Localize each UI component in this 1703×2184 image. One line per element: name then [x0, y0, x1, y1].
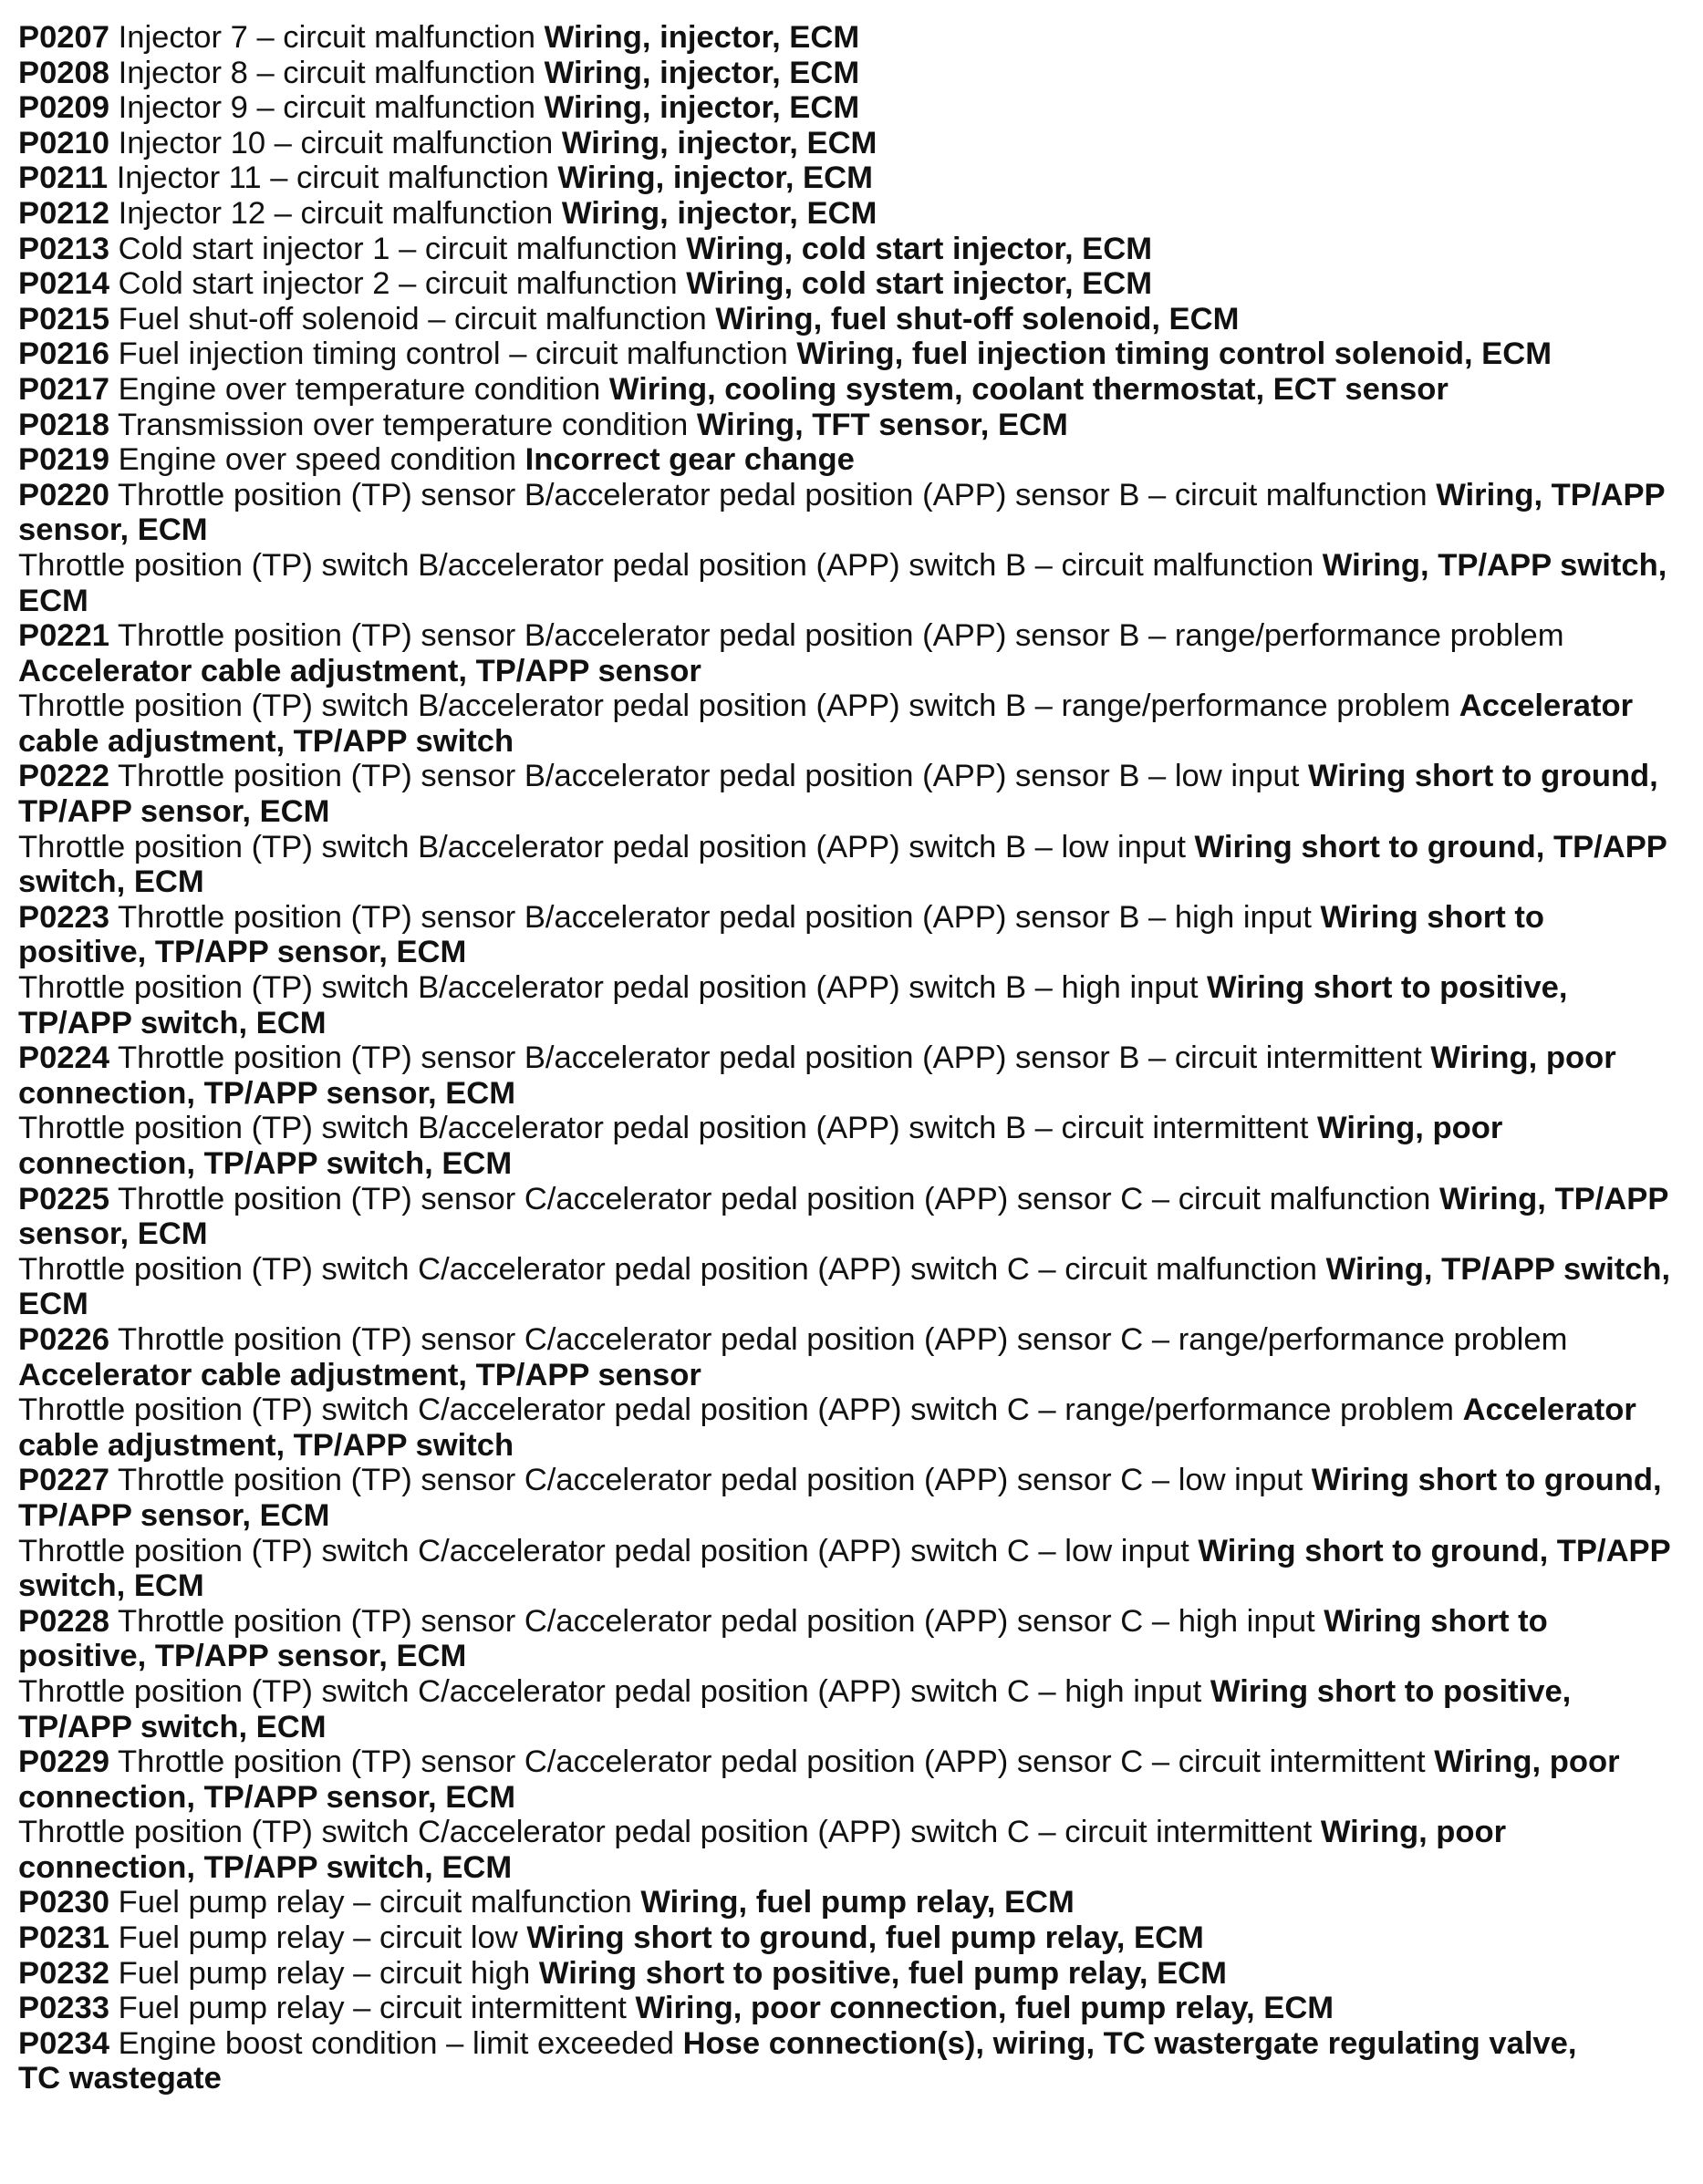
dtc-description: Injector 10 – circuit malfunction: [118, 125, 554, 160]
dtc-entry: [18, 1885, 1674, 1920]
dtc-code: P0219: [18, 442, 109, 478]
dtc-description: Fuel injection timing control – circuit malfunction: [118, 336, 788, 372]
dtc-description: Throttle position (TP) switch B/accelerator pedal position (APP) switch B – high input: [18, 970, 1199, 1006]
dtc-description: Throttle position (TP) sensor B/accelerator pedal position (APP) sensor B – circuit malfunction: [117, 477, 1428, 512]
dtc-code: P0229: [18, 1744, 109, 1780]
dtc-entry: [18, 1252, 1674, 1322]
dtc-entry: [18, 372, 1674, 408]
dtc-code: P0217: [18, 371, 109, 407]
dtc-cause: Wiring short to positive, fuel pump relay, ECM: [538, 1955, 1227, 1991]
dtc-description: Engine over speed condition: [118, 442, 516, 478]
dtc-code: P0218: [18, 407, 109, 442]
dtc-cause: Accelerator cable adjustment, TP/APP sensor: [18, 653, 701, 688]
dtc-code: P0211: [18, 160, 109, 196]
dtc-entry: [18, 1322, 1674, 1392]
dtc-description: Fuel pump relay – circuit high: [118, 1955, 531, 1991]
dtc-entry: [18, 900, 1674, 970]
dtc-description: Throttle position (TP) switch B/accelerator pedal position (APP) switch B – range/performance problem: [18, 688, 1451, 724]
dtc-code: P0220: [18, 477, 109, 512]
dtc-code: P0215: [18, 301, 109, 336]
dtc-entry: [18, 196, 1674, 232]
dtc-cause: Accelerator cable adjustment, TP/APP switch: [18, 688, 1634, 759]
dtc-cause: Accelerator cable adjustment, TP/APP sensor: [18, 1357, 701, 1392]
dtc-code: P0207: [18, 20, 109, 55]
dtc-cause: Wiring short to ground, TP/APP sensor, ECM: [18, 759, 1658, 830]
dtc-code: P0216: [18, 336, 109, 372]
dtc-cause: Wiring, TP/APP sensor, ECM: [18, 477, 1665, 548]
dtc-entry: [18, 830, 1674, 900]
dtc-entry: [18, 232, 1674, 267]
dtc-description: Throttle position (TP) switch C/accelerator pedal position (APP) switch C – low input: [18, 1533, 1189, 1568]
dtc-description: Throttle position (TP) sensor C/accelerator pedal position (APP) sensor C – circuit malfunction: [117, 1181, 1431, 1216]
dtc-entry: [18, 1815, 1674, 1885]
dtc-description: Fuel pump relay – circuit low: [118, 1920, 518, 1956]
dtc-cause: Wiring, injector, ECM: [561, 125, 877, 160]
dtc-cause: Wiring, TP/APP switch, ECM: [18, 1251, 1671, 1322]
dtc-entry: [18, 478, 1674, 548]
dtc-list: [18, 20, 1674, 2096]
dtc-entry: [18, 1956, 1674, 1992]
dtc-description: Cold start injector 2 – circuit malfunction: [118, 266, 678, 302]
dtc-code: P0230: [18, 1885, 109, 1920]
dtc-cause: Wiring short to positive, TP/APP sensor, ECM: [18, 899, 1544, 970]
dtc-entry: [18, 1463, 1674, 1533]
dtc-entry: [18, 970, 1674, 1040]
dtc-entry: [18, 1991, 1674, 2026]
dtc-entry: [18, 160, 1674, 196]
dtc-description: Throttle position (TP) sensor B/accelerator pedal position (APP) sensor B – low input: [117, 759, 1300, 794]
dtc-entry: [18, 618, 1674, 688]
dtc-code: P0212: [18, 195, 109, 231]
dtc-description: Injector 8 – circuit malfunction: [118, 55, 536, 90]
dtc-entry: [18, 336, 1674, 372]
dtc-cause-continuation: TC wastegate: [18, 2061, 222, 2096]
dtc-code: P0223: [18, 899, 109, 935]
dtc-code: P0225: [18, 1181, 109, 1216]
dtc-description: Engine boost condition – limit exceeded: [118, 2025, 674, 2061]
dtc-cause: Wiring, cold start injector, ECM: [686, 231, 1153, 266]
dtc-description: Throttle position (TP) sensor B/accelerator pedal position (APP) sensor B – circuit intermittent: [117, 1040, 1422, 1076]
dtc-description: Throttle position (TP) sensor B/accelerator pedal position (APP) sensor B – high input: [117, 899, 1312, 935]
dtc-cause: Wiring short to ground, TP/APP switch, ECM: [18, 829, 1667, 900]
dtc-code: P0214: [18, 266, 109, 302]
dtc-description: Fuel pump relay – circuit malfunction: [118, 1885, 632, 1920]
dtc-description: Injector 9 – circuit malfunction: [118, 90, 536, 126]
dtc-description: Throttle position (TP) switch C/accelerator pedal position (APP) switch C – high input: [18, 1673, 1202, 1709]
dtc-description: Throttle position (TP) switch B/accelerator pedal position (APP) switch B – circuit intermittent: [18, 1111, 1309, 1146]
dtc-code: P0231: [18, 1920, 109, 1956]
dtc-description: Throttle position (TP) switch C/accelerator pedal position (APP) switch C – circuit intermittent: [18, 1815, 1313, 1850]
dtc-description: Throttle position (TP) switch B/accelerator pedal position (APP) switch B – circuit malfunction: [18, 547, 1314, 583]
dtc-description: Throttle position (TP) sensor C/accelerator pedal position (APP) sensor C – range/performance problem: [117, 1321, 1568, 1357]
dtc-entry: [18, 548, 1674, 618]
dtc-cause: Wiring, injector, ECM: [557, 160, 873, 196]
dtc-cause: Wiring, injector, ECM: [544, 55, 860, 90]
dtc-entry: [18, 1674, 1674, 1744]
dtc-code: P0209: [18, 90, 109, 126]
dtc-description: Injector 12 – circuit malfunction: [118, 195, 554, 231]
dtc-cause: Wiring, poor connection, TP/APP sensor, ECM: [18, 1040, 1616, 1111]
dtc-cause: Accelerator cable adjustment, TP/APP switch: [18, 1392, 1636, 1463]
dtc-entry: [18, 688, 1674, 759]
dtc-code: P0208: [18, 55, 109, 90]
dtc-entry: [18, 56, 1674, 91]
dtc-code: P0210: [18, 125, 109, 160]
dtc-code: P0234: [18, 2025, 109, 2061]
dtc-cause: Wiring, injector, ECM: [544, 90, 860, 126]
dtc-description: Fuel shut-off solenoid – circuit malfunction: [118, 301, 707, 336]
dtc-description: Cold start injector 1 – circuit malfunction: [118, 231, 678, 266]
dtc-cause: Hose connection(s), wiring, TC wastergate regulating valve,: [682, 2025, 1577, 2061]
dtc-cause: Wiring, TFT sensor, ECM: [696, 407, 1068, 442]
dtc-cause: Wiring, cold start injector, ECM: [686, 266, 1153, 302]
dtc-cause: Wiring, TP/APP sensor, ECM: [18, 1181, 1668, 1252]
dtc-cause: Wiring, cooling system, coolant thermostat, ECT sensor: [608, 371, 1449, 407]
dtc-description: Throttle position (TP) switch C/accelerator pedal position (APP) switch C – circuit malfunction: [18, 1251, 1318, 1287]
dtc-entry: [18, 2026, 1674, 2062]
dtc-description: Throttle position (TP) switch B/accelerator pedal position (APP) switch B – low input: [18, 829, 1186, 864]
dtc-cause: Wiring, fuel injection timing control solenoid, ECM: [796, 336, 1552, 372]
dtc-entry: [18, 1604, 1674, 1674]
dtc-code: P0224: [18, 1040, 109, 1076]
dtc-entry: [18, 1534, 1674, 1604]
dtc-entry: [18, 126, 1674, 161]
dtc-entry: [18, 1182, 1674, 1252]
dtc-cause: Wiring, poor connection, TP/APP sensor, ECM: [18, 1744, 1620, 1815]
dtc-description: Throttle position (TP) sensor C/accelerator pedal position (APP) sensor C – low input: [117, 1463, 1303, 1498]
dtc-cause: Wiring, poor connection, fuel pump relay, ECM: [635, 1991, 1334, 2026]
dtc-entry: [18, 1744, 1674, 1815]
dtc-description: Fuel pump relay – circuit intermittent: [118, 1991, 627, 2026]
dtc-description: Throttle position (TP) sensor C/accelerator pedal position (APP) sensor C – circuit intermittent: [117, 1744, 1426, 1780]
dtc-cause: Wiring, poor connection, TP/APP switch, ECM: [18, 1815, 1507, 1885]
dtc-cause: Wiring, TP/APP switch, ECM: [18, 547, 1667, 618]
dtc-cause: Wiring, poor connection, TP/APP switch, ECM: [18, 1111, 1503, 1181]
dtc-cause: Wiring short to ground, TP/APP switch, ECM: [18, 1533, 1671, 1604]
dtc-cause: Wiring short to ground, fuel pump relay, ECM: [526, 1920, 1204, 1956]
dtc-entry: [18, 759, 1674, 829]
dtc-entry: [18, 20, 1674, 56]
dtc-description: Engine over temperature condition: [118, 371, 601, 407]
dtc-entry: [18, 302, 1674, 337]
dtc-code: P0232: [18, 1955, 109, 1991]
dtc-code: P0213: [18, 231, 109, 266]
dtc-code: P0233: [18, 1991, 109, 2026]
dtc-cause: Wiring, injector, ECM: [561, 195, 877, 231]
dtc-entry: [18, 1040, 1674, 1111]
dtc-code: P0228: [18, 1603, 109, 1639]
dtc-entry: [18, 1920, 1674, 1956]
dtc-entry: [18, 1392, 1674, 1463]
dtc-code: P0227: [18, 1463, 109, 1498]
dtc-description: Injector 11 – circuit malfunction: [116, 160, 549, 196]
dtc-entry: [18, 408, 1674, 443]
dtc-entry: [18, 266, 1674, 302]
dtc-entry: [18, 90, 1674, 126]
dtc-cause: Wiring, fuel shut-off solenoid, ECM: [715, 301, 1240, 336]
dtc-cause: Wiring short to ground, TP/APP sensor, ECM: [18, 1463, 1662, 1533]
dtc-cause: Incorrect gear change: [524, 442, 855, 478]
dtc-cause: Wiring, injector, ECM: [544, 20, 860, 55]
dtc-description: Throttle position (TP) switch C/accelerator pedal position (APP) switch C – range/performance problem: [18, 1392, 1454, 1428]
dtc-description: Throttle position (TP) sensor C/accelerator pedal position (APP) sensor C – high input: [117, 1603, 1315, 1639]
dtc-code: P0222: [18, 759, 109, 794]
dtc-entry: [18, 442, 1674, 478]
dtc-description: Transmission over temperature condition: [117, 407, 689, 442]
dtc-cause: Wiring short to positive, TP/APP sensor, ECM: [18, 1603, 1548, 1674]
dtc-description: Throttle position (TP) sensor B/accelerator pedal position (APP) sensor B – range/performance problem: [117, 618, 1564, 654]
dtc-cause: Wiring short to positive, TP/APP switch, ECM: [18, 970, 1568, 1040]
dtc-entry: [18, 1111, 1674, 1181]
dtc-code: P0221: [18, 618, 109, 654]
dtc-code: P0226: [18, 1321, 109, 1357]
dtc-cause: Wiring short to positive, TP/APP switch, ECM: [18, 1673, 1572, 1744]
dtc-cause: Wiring, fuel pump relay, ECM: [640, 1885, 1075, 1920]
dtc-description: Injector 7 – circuit malfunction: [118, 20, 536, 55]
